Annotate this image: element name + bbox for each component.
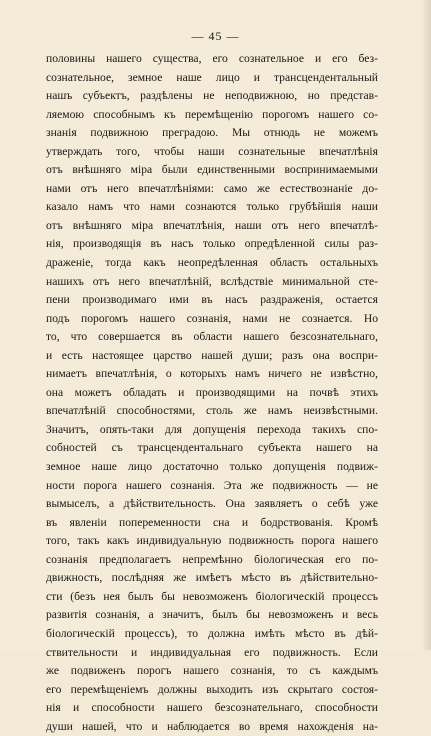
- text-line: нiя, производящiя въ насъ только опредѣленной силы раз-: [46, 237, 378, 251]
- text-line: сознанiя предполагаетъ непремѣнно бiологическая его по-: [46, 552, 378, 566]
- text-line: утверждать того, чтобы наши сознательные впечатлѣнiя: [46, 144, 378, 158]
- text-line: въ явленiи попеременности сна и бодрствованiя. Кромѣ: [46, 515, 378, 529]
- text-line: подъ порогомъ нашего сознанiя, нами не сознается. Но: [46, 311, 378, 325]
- text-line: бiологическiй процессъ), то должна имѣть мѣсто въ дѣй-: [46, 626, 378, 640]
- text-line: отъ внѣшняго мiра были единственными воспринимаемыми: [46, 163, 378, 177]
- text-line: она можетъ обладать и производящими на почвѣ этихъ: [46, 385, 378, 399]
- body-text: [46, 50, 378, 736]
- text-line: нимаетъ впечатлѣнiя, о которыхъ намъ ничего не извѣстно,: [46, 367, 378, 381]
- text-line: казало намъ что нами сознаются только грубѣйшiя наши: [46, 200, 378, 214]
- text-line: то, что совершается въ области нашего безсознательнаго,: [46, 330, 378, 344]
- text-line: знанiя подвижною преградою. Мы отнюдь не можемъ: [46, 126, 378, 140]
- text-line: ности порога нашего сознанiя. Эта же подвижность — не: [46, 478, 378, 492]
- text-line: ляемою способнымъ къ перемѣщенiю порогомъ нашего со-: [46, 107, 378, 121]
- text-line: нашъ субъектъ, раздѣлены не неподвижною, но представ-: [46, 89, 378, 103]
- text-line: половины нашего существа, его сознательное и его без-: [46, 52, 378, 65]
- text-line: нашихъ отъ него впечатлѣнiй, вслѣдствiе минимальной сте-: [46, 274, 378, 288]
- text-line: и есть настоящее царство нашей души; разъ она воспри-: [46, 348, 378, 362]
- text-line: земное наше лицо достаточно только допущенiя подвиж-: [46, 460, 378, 474]
- text-line: души нашей, что и наблюдается во время нахожденiя на-: [46, 719, 378, 733]
- text-line: Значитъ, опять-таки для допущенiя перехода такихъ спо-: [46, 422, 378, 436]
- text-line: ствительности и индивидуальная его подвижность. Если: [46, 645, 378, 659]
- text-line: собностей съ трансцендентальнаго субъекта нашего на: [46, 441, 378, 455]
- text-line: отъ внѣшняго мiра впечатлѣнiя, наши отъ него впечатлѣ-: [46, 218, 378, 232]
- text-line: нiя и способности нашего безсознательнаго, способности: [46, 701, 378, 715]
- text-line: сти (безъ нея былъ бы невозможенъ бiологическiй процессъ: [46, 589, 378, 603]
- text-line: драженiе, тогда какъ неопредѣленная область остальныхъ: [46, 256, 378, 270]
- text-line: вымыселъ, а дѣйствительность. Она заявляетъ о себѣ уже: [46, 497, 378, 511]
- text-line: движность, послѣдняя же имѣетъ мѣсто въ дѣйствительно-: [46, 571, 378, 585]
- page-edge-shadow: [421, 0, 431, 650]
- text-line: его перемѣщенiемъ должны выходить изъ скрытаго состоя-: [46, 682, 378, 696]
- text-line: нами отъ него впечатлѣнiями: само же естествознанiе до-: [46, 181, 378, 195]
- text-line: сознательное, земное наше лицо и трансцендентальный: [46, 70, 378, 84]
- text-line: развитiя сознанiя, а значитъ, былъ бы невозможенъ и весь: [46, 608, 378, 622]
- text-line: того, такъ какъ индивидуальную подвижность порога нашего: [46, 534, 378, 548]
- text-line: же подвиженъ порогъ нашего сознанiя, то съ каждымъ: [46, 664, 378, 678]
- page-number: — 45 —: [191, 29, 240, 43]
- text-line: пени производимаго ими въ насъ раздраженiя, остается: [46, 293, 378, 307]
- text-line: впечатлѣнiй способностями, столь же намъ неизвѣстными.: [46, 404, 378, 418]
